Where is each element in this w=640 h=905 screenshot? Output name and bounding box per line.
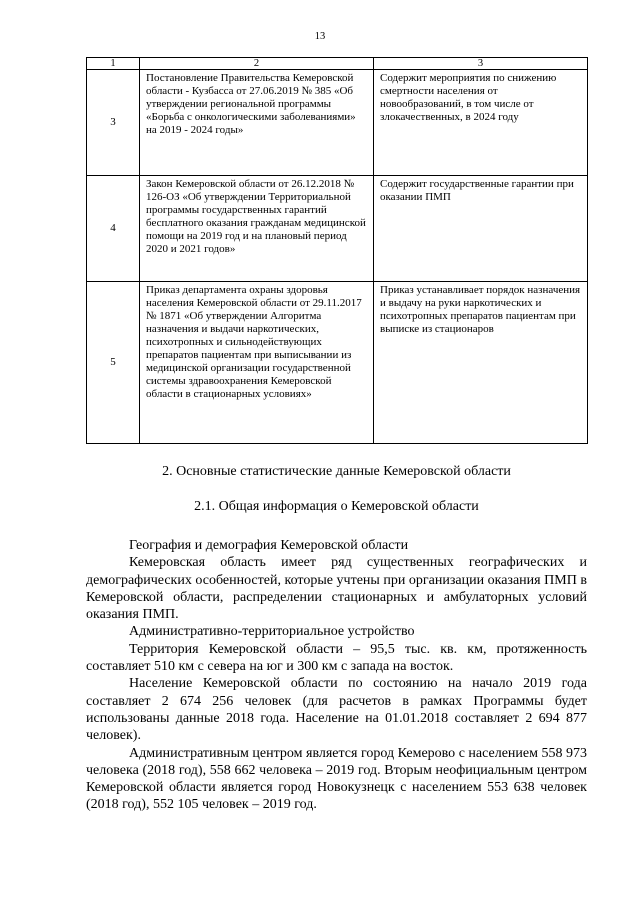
row-document: Закон Кемеровской области от 26.12.2018 № 126-ОЗ «Об утверждении Территориальной программы государственных гарантий бесплатного оказания гражданам медицинской помощи на 2019 год и на плановый период 2020 и 2021 годов» bbox=[140, 176, 374, 282]
paragraph-population: Население Кемеровской области по состоянию на начало 2019 года составляет 2 674 256 человек (для расчетов в рамках Программы будет использованы данные 2018 года. Население на 01.01.2018 составляет 2 694 877 человек). bbox=[86, 676, 587, 744]
paragraph-centers: Административным центром является город Кемерово с населением 558 973 человека (2018 год), 558 662 человека – 2019 год. Вторым неофициальным центром Кемеровской области является город Новокузнецк с населением 553 638 человек (2018 год), 552 105 человек – 2019 год. bbox=[86, 745, 587, 813]
paragraph-territory: Территория Кемеровской области – 95,5 тыс. кв. км, протяженность составляет 510 км с севера на юг и 300 км с запада на восток. bbox=[86, 641, 587, 675]
legal-acts-table bbox=[86, 57, 588, 444]
row-number: 5 bbox=[87, 282, 140, 444]
row-document: Приказ департамента охраны здоровья населения Кемеровской области от 29.11.2017 № 1871 «Об утверждении Алгоритма назначения и выдачи наркотических, психотропных и сильнодействующих препаратов пациентам при выписывании из медицинской организации государственной системы здравоохранения Кемеровской области в стационарных условиях» bbox=[140, 282, 374, 444]
body-text bbox=[86, 537, 587, 814]
row-description: Приказ устанавливает порядок назначения и выдачу на руки наркотических и психотропных препаратов пациентам при выписке из стационаров bbox=[374, 282, 588, 444]
table-row bbox=[87, 282, 588, 444]
row-description: Содержит государственные гарантии при оказании ПМП bbox=[374, 176, 588, 282]
section-2-1-heading: 2.1. Общая информация о Кемеровской области bbox=[194, 499, 479, 514]
column-header-description: 3 bbox=[374, 58, 588, 70]
section-2-heading: 2. Основные статистические данные Кемеровской области bbox=[162, 464, 511, 479]
row-document: Постановление Правительства Кемеровской области - Кузбасса от 27.06.2019 № 385 «Об утверждении региональной программы «Борьба с онкологическими заболеваниями» на 2019 - 2024 годы» bbox=[140, 70, 374, 176]
subheading-geography: География и демография Кемеровской области bbox=[129, 538, 409, 553]
table-header-row bbox=[87, 58, 588, 70]
paragraph-features: Кемеровская область имеет ряд существенных географических и демографических особенностей, которые учтены при организации оказания ПМП в Кемеровской области, распределении стационарных и амбулаторных условий оказания ПМП. bbox=[86, 555, 587, 623]
page-number: 13 bbox=[314, 31, 326, 42]
table-row bbox=[87, 176, 588, 282]
row-number: 3 bbox=[87, 70, 140, 176]
row-number: 4 bbox=[87, 176, 140, 282]
row-description: Содержит мероприятия по снижению смертности населения от новообразований, в том числе от злокачественных, в 2024 году bbox=[374, 70, 588, 176]
table-row bbox=[87, 70, 588, 176]
subheading-administrative: Административно-территориальное устройство bbox=[129, 624, 415, 640]
column-header-number: 1 bbox=[87, 58, 140, 70]
column-header-document: 2 bbox=[140, 58, 374, 70]
